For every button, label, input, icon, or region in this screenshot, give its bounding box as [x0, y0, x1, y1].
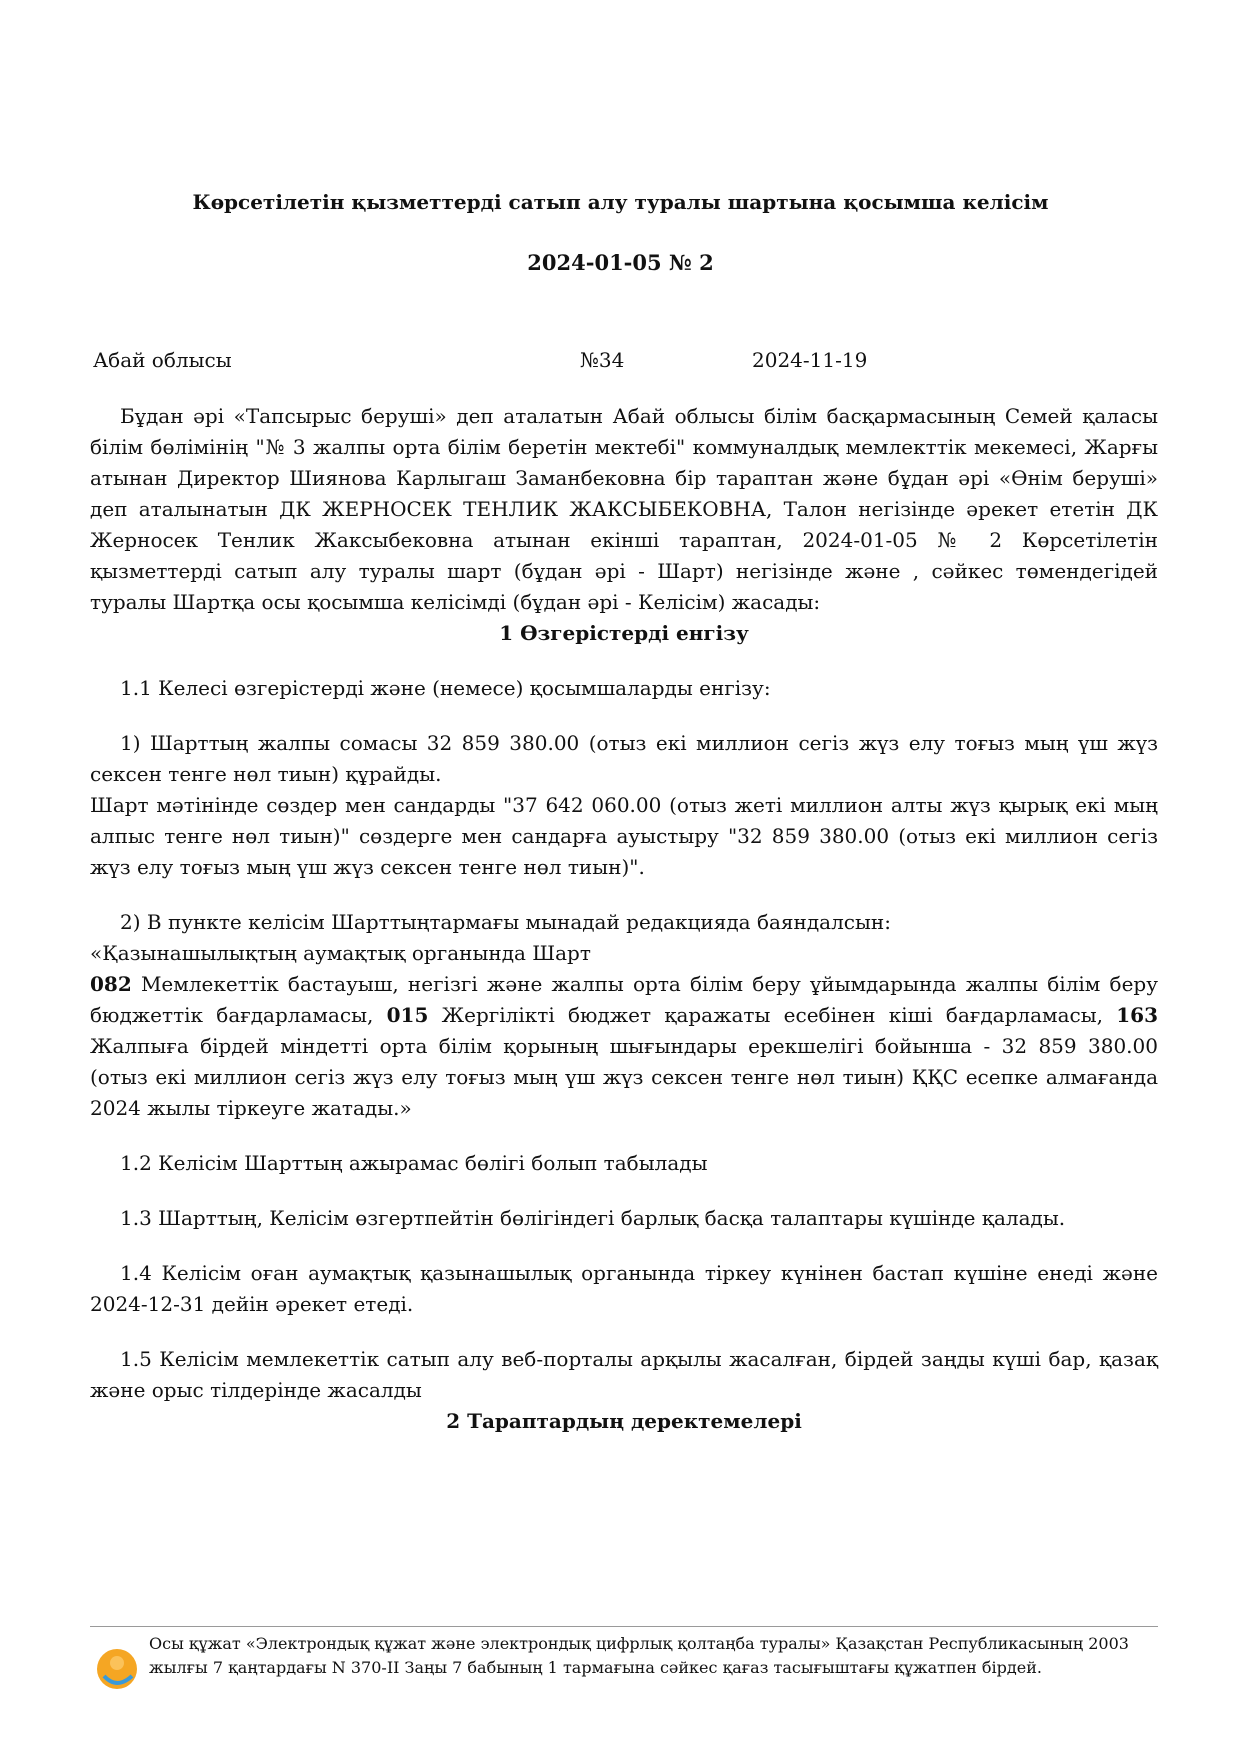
footer-divider	[90, 1626, 1158, 1627]
paragraph-amount-b: Шарт мәтінінде сөздер мен сандарды "37 642 060.00 (отыз жеті миллион алты жүз қырық екі мың алпыс тенге нөл тиын)" сөздерге мен сандарға ауыстыру "32 859 380.00 (отыз екі миллион сегіз жүз елу тоғыз мың үш жүз сексен тенге нөл тиын)".	[90, 793, 1158, 879]
paragraph-2-b: «Қазынашылықтың аумақтық органында Шарт	[90, 941, 591, 965]
paragraph-1-3: 1.3 Шарттың, Келісім өзгертпейтін бөлігіндегі барлық басқа талаптары күшінде қалады.	[120, 1206, 1066, 1230]
meta-region: Абай облысы	[93, 348, 232, 372]
footer-legal-note: Осы құжат «Электрондық құжат және электрондық цифрлық қолтаңба туралы» Қазақстан Республикасының 2003 жылғы 7 қаңтардағы N 370-II Заңы 7 бабының 1 тармағына сәйкес қағаз тасығыштағы құжатпен бірдей.	[149, 1634, 1129, 1677]
budget-code-082-text: Мемлекеттік бастауыш, негізгі және жалпы орта білім беру ұйымдарында жалпы білім беру бюджеттік бағдарламасы,	[90, 972, 1158, 1027]
budget-code-163-text: Жалпыға бірдей міндетті орта білім қорының шығындары ерекшелігі бойынша - 32 859 380.00 (отыз екі миллион сегіз жүз елу тоғыз мың үш жүз сексен тенге нөл тиын) ҚҚС есепке алмағанда 2024 жылы тіркеуге жатады.»	[90, 1034, 1158, 1120]
section1-heading: 1 Өзгерістерді енгізу	[499, 621, 749, 645]
meta-date: 2024-11-19	[752, 348, 868, 372]
meta-number: №34	[580, 348, 625, 372]
egov-logo-icon	[94, 1646, 140, 1692]
budget-code-015: 015	[386, 1003, 429, 1027]
budget-code-163: 163	[1116, 1003, 1158, 1027]
intro-paragraph: Бұдан әрі «Тапсырыс беруші» деп аталатын Абай облысы білім басқармасының Семей қаласы білім бөлімінің "№ 3 жалпы орта білім беретін мектебі" коммуналдық мемлекттік мекемесі, Жарғы атынан Директор Шиянова Карлыгаш Заманбековна бір тараптан және бұдан әрі «Өнім беруші» деп аталынатын ДК ЖЕРНОСЕК ТЕНЛИК ЖАКСЫБЕКОВНА, Талон негізінде әрекет ететін ДК Жерносек Тенлик Жаксыбековна атынан екінші тараптан, 2024-01-05 № 2 Көрсетілетін қызметтерді сатып алу туралы шарт (бұдан әрі - Шарт) негізінде және , сәйкес төмендегідей туралы Шартқа осы қосымша келісімді (бұдан әрі - Келісім) жасады:	[90, 404, 1158, 614]
document-body	[90, 401, 1158, 1437]
paragraph-1-5: 1.5 Келісім мемлекеттік сатып алу веб-порталы арқылы жасалған, бірдей заңды күші бар, қазақ және орыс тілдерінде жасалды	[90, 1347, 1158, 1402]
document-subtitle: 2024-01-05 № 2	[527, 250, 714, 275]
budget-code-015-text: Жергілікті бюджет қаражаты есебінен кіші бағдарламасы,	[428, 1003, 1117, 1027]
paragraph-1-2: 1.2 Келісім Шарттың ажырамас бөлігі болып табылады	[120, 1151, 708, 1175]
section2-heading: 2 Тараптардың деректемелері	[446, 1409, 802, 1433]
document-title: Көрсетілетін қызметтерді сатып алу туралы шартына қосымша келісім	[192, 190, 1049, 214]
paragraph-1-4: 1.4 Келісім оған аумақтық қазынашылық органында тіркеу күнінен бастап күшіне енеді және 2024-12-31 дейін әрекет етеді.	[90, 1261, 1158, 1316]
paragraph-budget-codes	[90, 969, 1158, 1124]
budget-code-082: 082	[90, 972, 132, 996]
paragraph-amount-a: 1) Шарттың жалпы сомасы 32 859 380.00 (отыз екі миллион сегіз жүз елу тоғыз мың үш жүз сексен тенге нөл тиын) құрайды.	[90, 731, 1158, 786]
paragraph-1-1: 1.1 Келесі өзгерістерді және (немесе) қосымшаларды енгізу:	[120, 676, 771, 700]
paragraph-2-a: 2) В пункте келісім Шарттыңтармағы мынадай редакцияда баяндалсын:	[120, 910, 891, 934]
